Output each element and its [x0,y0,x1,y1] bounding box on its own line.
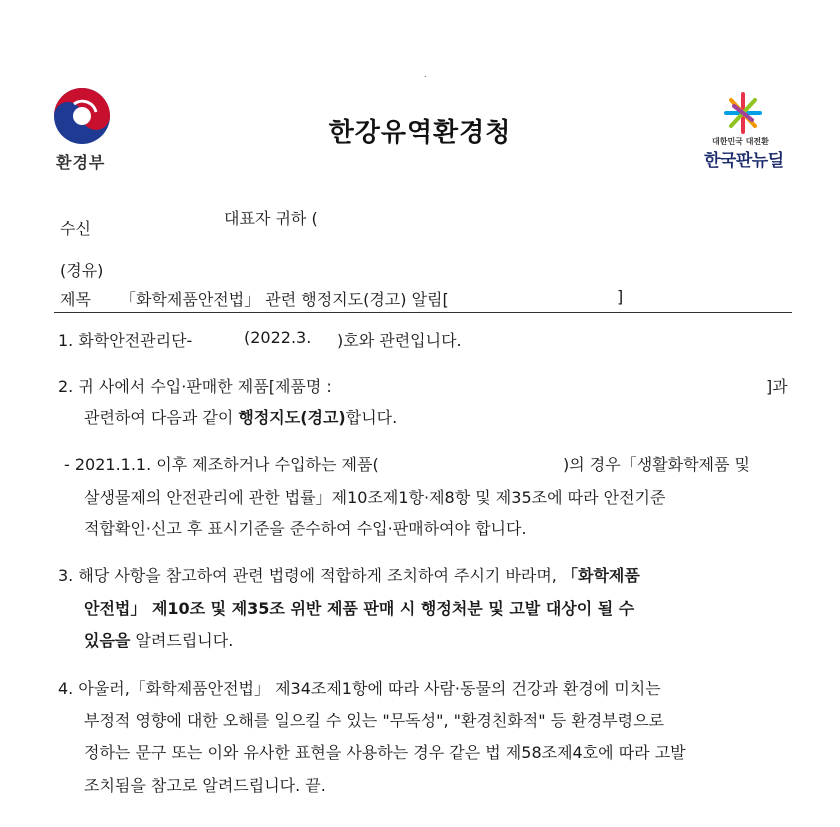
top-dot: . [424,70,427,79]
p4-line4: 조치됨을 참고로 알려드립니다. 끝. [84,776,326,795]
subject-text: 「화학제품안전법」 관련 행정지도(경고) 알림[ [120,290,449,309]
p3-line2: 안전법」 제10조 및 제35조 위반 제품 판매 시 행정처분 및 고발 대상이 될 수 [84,599,635,618]
p3-line1-bold: 「화학제품 [561,566,640,585]
p2-line2-bold: 행정지도(경고) [238,408,346,427]
ministry-logo-text: 환경부 [56,153,106,172]
via-label: (경유) [60,261,104,280]
p2-line2 [84,405,397,428]
recipient-value: 대표자 귀하 ( [224,209,318,228]
dash-line2: 살생물제의 안전관리에 관한 법률」제10조제1항·제8항 및 제35조에 따라 안전기준 [84,488,666,507]
subject-divider [54,312,792,313]
recipient-label: 수신 [60,219,91,238]
new-deal-subtitle: 대한민국 대전환 [712,137,769,146]
p4-line3: 정하는 문구 또는 이와 유사한 표현을 사용하는 경우 같은 법 제58조제4호에 따라 고발 [84,743,686,762]
p2-line2-text: 관련하여 다음과 같이 [84,408,239,427]
p3-line3 [84,628,233,651]
dash-line1: - 2021.1.1. 이후 제조하거나 수입하는 제품( [64,455,379,474]
p4-line2: 부정적 영향에 대한 오해를 일으킬 수 있는 "무독성", "환경친화적" 등 환경부령으로 [84,711,664,730]
p3-line3-text: 알려드립니다. [130,631,234,650]
p1-tail: )호와 관련입니다. [337,331,462,350]
dash-line3: 적합확인·신고 후 표시기준을 준수하여 수입·판매하여야 합니다. [84,519,527,538]
agency-title: 한강유역환경청 [328,118,512,148]
korean-new-deal-logo [698,90,788,176]
p3-line1-text: 3. 해당 사항을 참고하여 관련 법령에 적합하게 조치하여 주시기 바라며, [58,566,562,585]
p3-line3-bold: 있음을 [84,631,131,650]
p3-line1 [58,563,640,586]
p2-line1: 2. 귀 사에서 수입·판매한 제품[제품명 : [58,377,332,396]
new-deal-title: 한국판뉴딜 [704,151,784,171]
p1-ref: 1. 화학안전관리단- [58,331,193,350]
dash-line1-end: )의 경우「생활화학제품 및 [563,455,750,474]
subject-close: ] [617,287,624,306]
p2-line2-end: 합니다. [345,408,398,427]
p1-date: (2022.3. [244,328,312,347]
p2-line1-end: ]과 [766,377,788,396]
p4-line1: 4. 아울러,「화학제품안전법」 제34조제1항에 따라 사람·동물의 건강과 환경에 미치는 [58,679,661,698]
subject-label: 제목 [60,290,91,309]
new-deal-star-icon [698,90,788,136]
